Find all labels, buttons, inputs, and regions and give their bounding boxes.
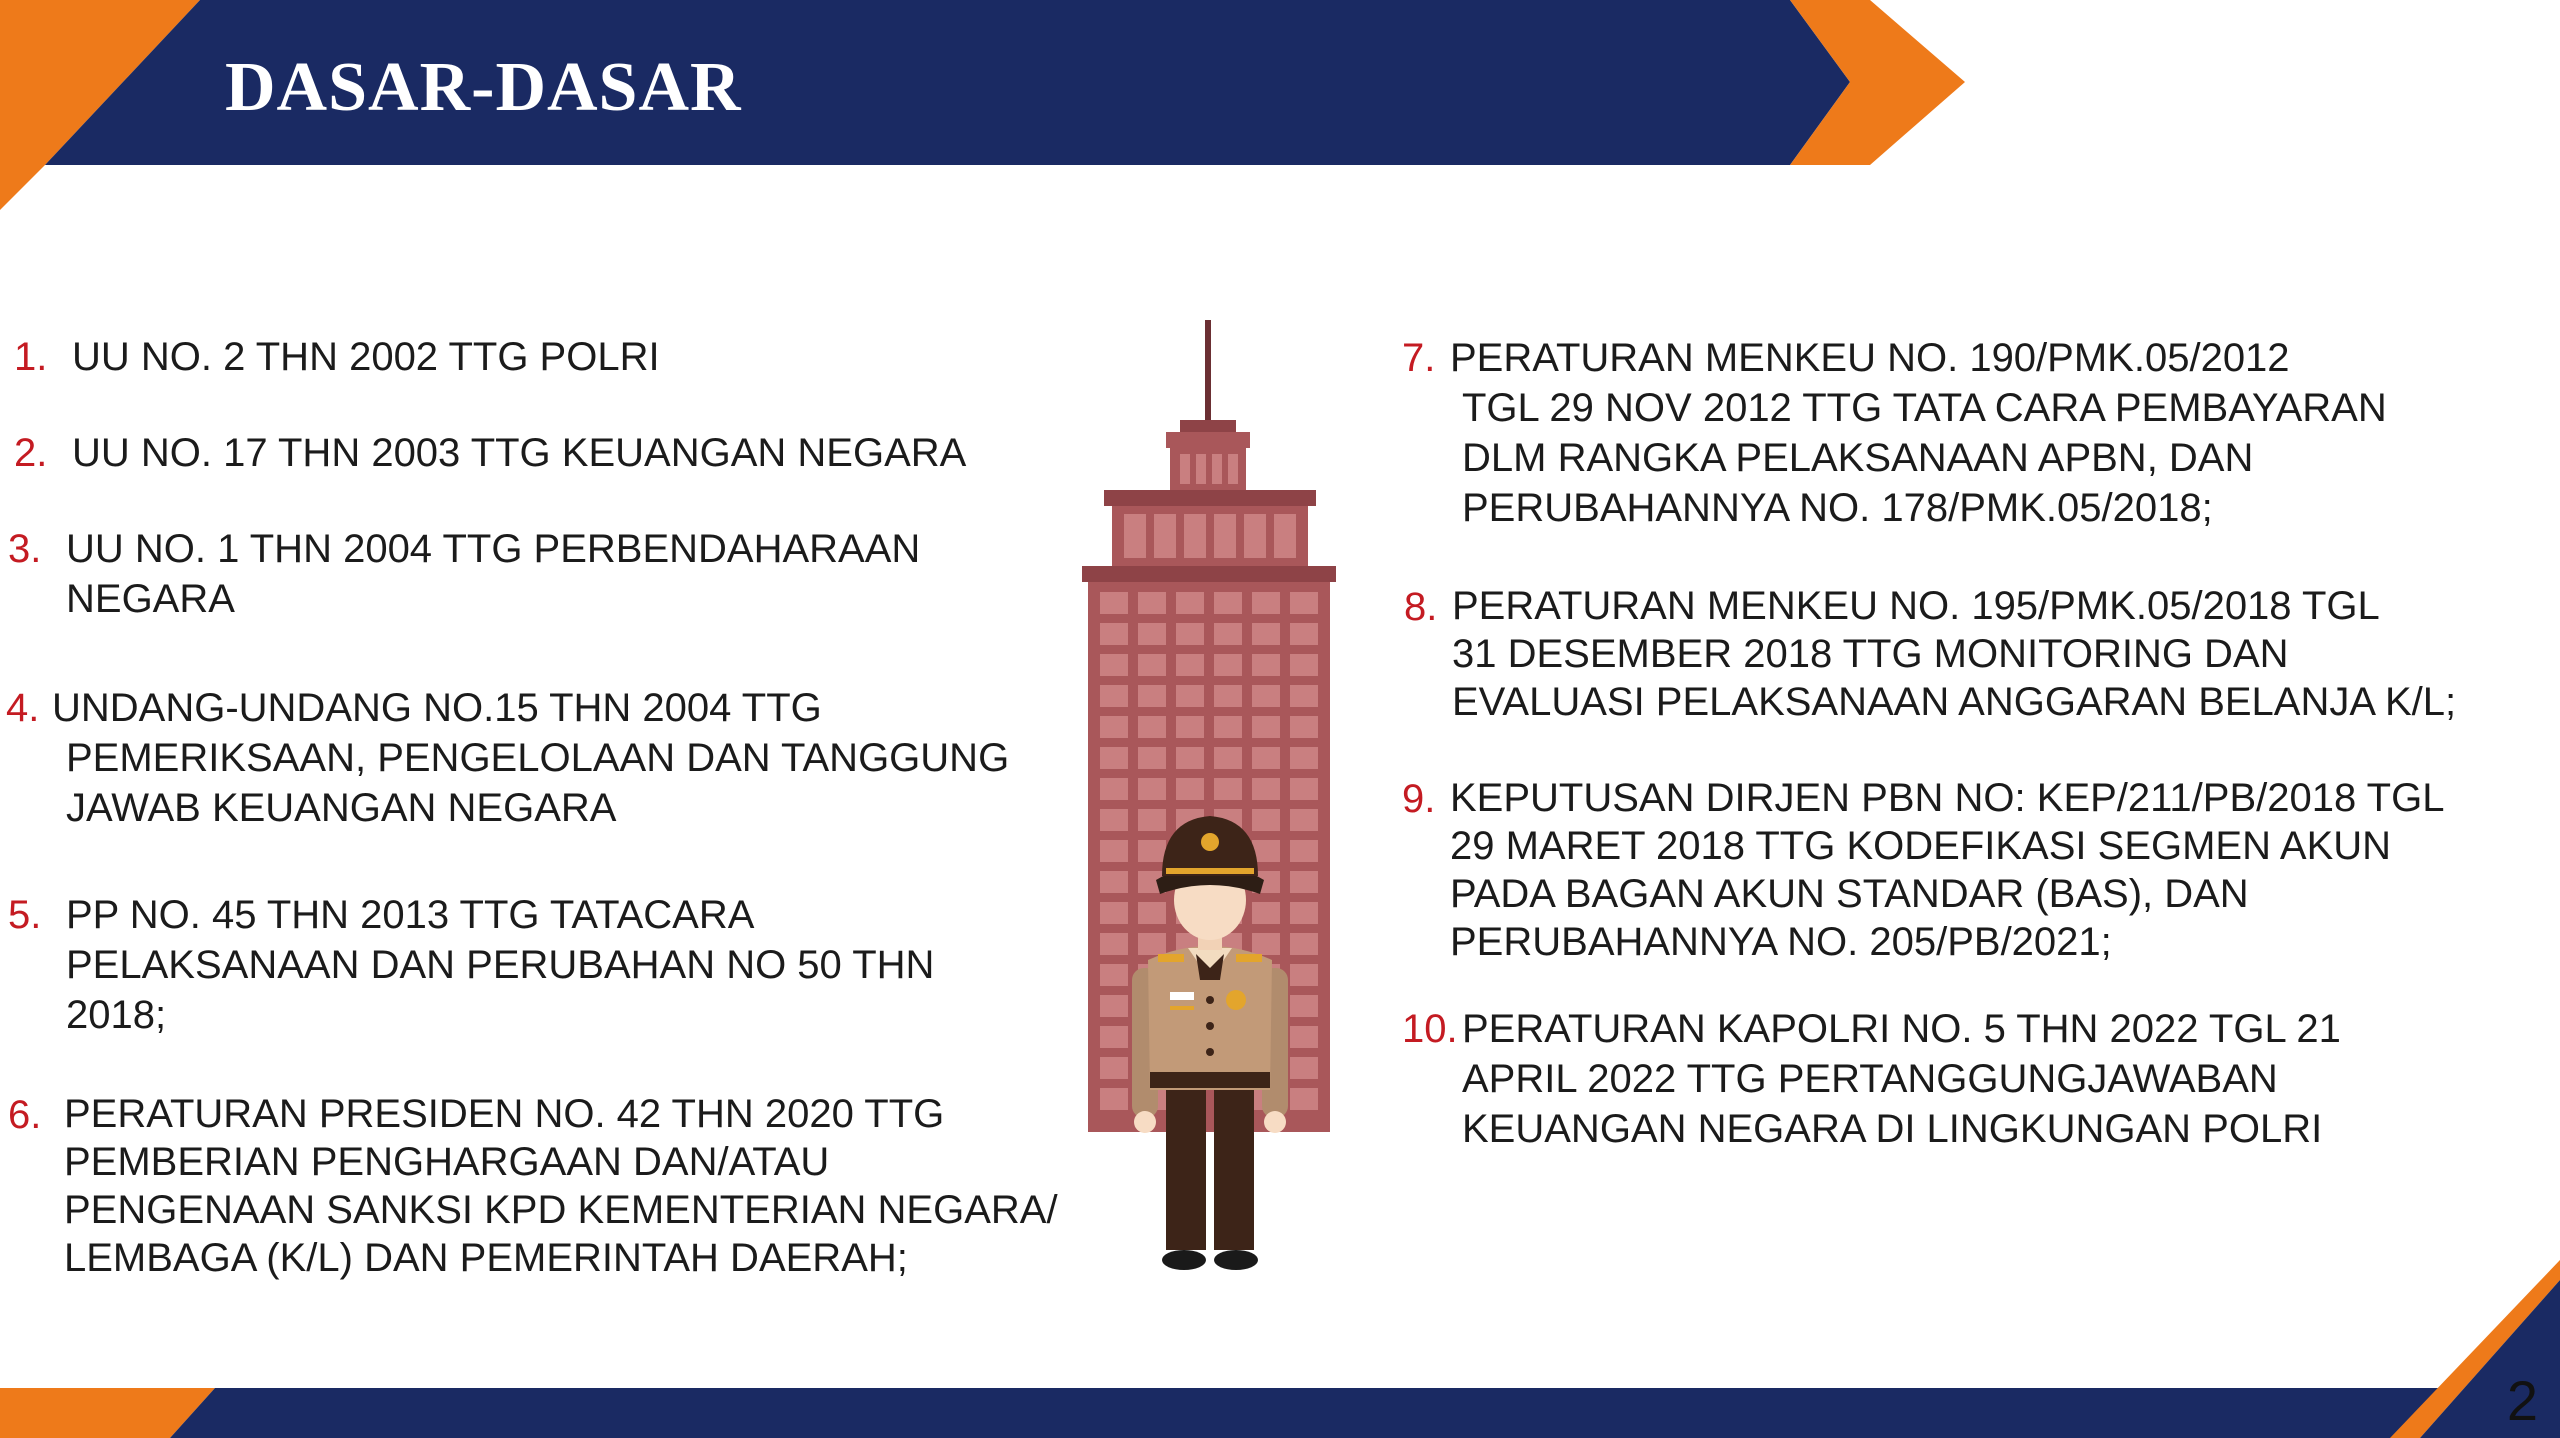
building-window (1138, 623, 1166, 645)
building-window (1290, 809, 1318, 831)
building-window (1214, 592, 1242, 614)
building-window (1252, 809, 1280, 831)
item-number: 5. (8, 893, 42, 937)
building-window (1290, 654, 1318, 676)
page-title: DASAR-DASAR (225, 49, 742, 126)
building-window (1138, 840, 1166, 862)
item-text: UNDANG-UNDANG NO.15 THN 2004 TTG PEMERIKSAAN, PENGELOLAAN DAN TANGGUNG JAWAB KEUANGAN NEGARA (52, 686, 1010, 830)
building-window (1214, 654, 1242, 676)
building-window (1290, 902, 1318, 924)
building-window (1252, 716, 1280, 738)
item-number: 1. (14, 335, 48, 379)
building-window (1176, 623, 1204, 645)
building-window (1176, 685, 1204, 707)
building-window (1290, 685, 1318, 707)
building-window (1138, 747, 1166, 769)
building-window (1214, 778, 1242, 800)
building-window (1100, 964, 1128, 986)
building-window (1176, 592, 1204, 614)
building-window (1100, 1088, 1128, 1110)
building-window (1290, 1088, 1318, 1110)
building-window (1290, 840, 1318, 862)
building-antenna (1205, 320, 1211, 420)
item-number: 10. (1402, 1007, 1458, 1051)
item-number: 8. (1404, 585, 1438, 629)
building-window (1214, 685, 1242, 707)
building-window (1290, 716, 1318, 738)
building-window (1252, 933, 1280, 955)
building-window (1100, 1026, 1128, 1048)
building-window (1290, 778, 1318, 800)
building-window (1252, 654, 1280, 676)
building-window (1290, 1057, 1318, 1079)
building-window (1176, 747, 1204, 769)
building-window (1290, 592, 1318, 614)
item-text: PERATURAN PRESIDEN NO. 42 THN 2020 TTG PEMBERIAN PENGHARGAAN DAN/ATAU PENGENAAN SANKSI KPD KEMENTERIAN NEGARA/ LEMBAGA (K/L) DAN PEMERINTAH DAERAH; (64, 1092, 1058, 1280)
building-window (1100, 840, 1128, 862)
item-text: UU NO. 1 THN 2004 TTG PERBENDAHARAAN NEGARA (66, 527, 921, 621)
building-window (1252, 747, 1280, 769)
building-window (1100, 592, 1128, 614)
item-number: 4. (6, 686, 40, 730)
item-text: PERATURAN KAPOLRI NO. 5 THN 2022 TGL 21 APRIL 2022 TTG PERTANGGUNGJAWABAN KEUANGAN NEGARA DI LINGKUNGAN POLRI (1462, 1007, 2341, 1151)
building-window (1176, 716, 1204, 738)
building-window (1100, 995, 1128, 1017)
building-window (1138, 654, 1166, 676)
item-number: 3. (8, 527, 42, 571)
building-window (1100, 809, 1128, 831)
building-window (1100, 778, 1128, 800)
building-window (1138, 933, 1166, 955)
item-number: 7. (1402, 336, 1436, 380)
building-window (1138, 716, 1166, 738)
building-window (1100, 685, 1128, 707)
building-window (1252, 685, 1280, 707)
building-window (1138, 809, 1166, 831)
building-window (1100, 623, 1128, 645)
item-number: 9. (1402, 777, 1436, 821)
item-text: PERATURAN MENKEU NO. 190/PMK.05/2012 TGL 29 NOV 2012 TTG TATA CARA PEMBAYARAN DLM RANGKA PELAKSANAAN APBN, DAN PERUBAHANNYA NO. 178/PMK.05/2018; (1450, 336, 2387, 530)
building-window (1100, 933, 1128, 955)
building-window (1214, 716, 1242, 738)
building-window (1290, 964, 1318, 986)
building-window (1290, 623, 1318, 645)
item-text: PP NO. 45 THN 2013 TTG TATACARA PELAKSANAAN DAN PERUBAHAN NO 50 THN 2018; (66, 893, 935, 1037)
building-window (1290, 747, 1318, 769)
building-window (1252, 623, 1280, 645)
building-window (1138, 592, 1166, 614)
item-text: UU NO. 2 THN 2002 TTG POLRI (72, 335, 660, 379)
building-window (1100, 1057, 1128, 1079)
building-window (1100, 902, 1128, 924)
building-window (1252, 592, 1280, 614)
building-window (1252, 902, 1280, 924)
left-regulation-list (0, 0, 1080, 1300)
building-window (1290, 995, 1318, 1017)
building-window (1100, 747, 1128, 769)
building-window (1138, 902, 1166, 924)
item-text: PERATURAN MENKEU NO. 195/PMK.05/2018 TGL 31 DESEMBER 2018 TTG MONITORING DAN EVALUASI PELAKSANAAN ANGGARAN BELANJA K/L; (1452, 584, 2457, 724)
building-window (1290, 871, 1318, 893)
building-window (1100, 654, 1128, 676)
item-number: 2. (14, 431, 48, 475)
item-text: KEPUTUSAN DIRJEN PBN NO: KEP/211/PB/2018 TGL 29 MARET 2018 TTG KODEFIKASI SEGMEN AKUN PADA BAGAN AKUN STANDAR (BAS), DAN PERUBAHANNYA NO. 205/PB/2021; (1450, 776, 2445, 964)
item-number: 6. (8, 1093, 42, 1137)
right-regulation-list (1390, 0, 2560, 1300)
building-window (1138, 778, 1166, 800)
item-text: UU NO. 17 THN 2003 TTG KEUANGAN NEGARA (72, 431, 967, 475)
building-window (1214, 747, 1242, 769)
building-window (1100, 716, 1128, 738)
building-window (1252, 778, 1280, 800)
building-window (1290, 933, 1318, 955)
building-window (1100, 871, 1128, 893)
building-window (1290, 1026, 1318, 1048)
building-window (1176, 654, 1204, 676)
building-window (1214, 623, 1242, 645)
building-officer-illustration (1070, 320, 1350, 1280)
page-number: 2 (2506, 1369, 2538, 1432)
building-window (1176, 778, 1204, 800)
building-window (1138, 685, 1166, 707)
